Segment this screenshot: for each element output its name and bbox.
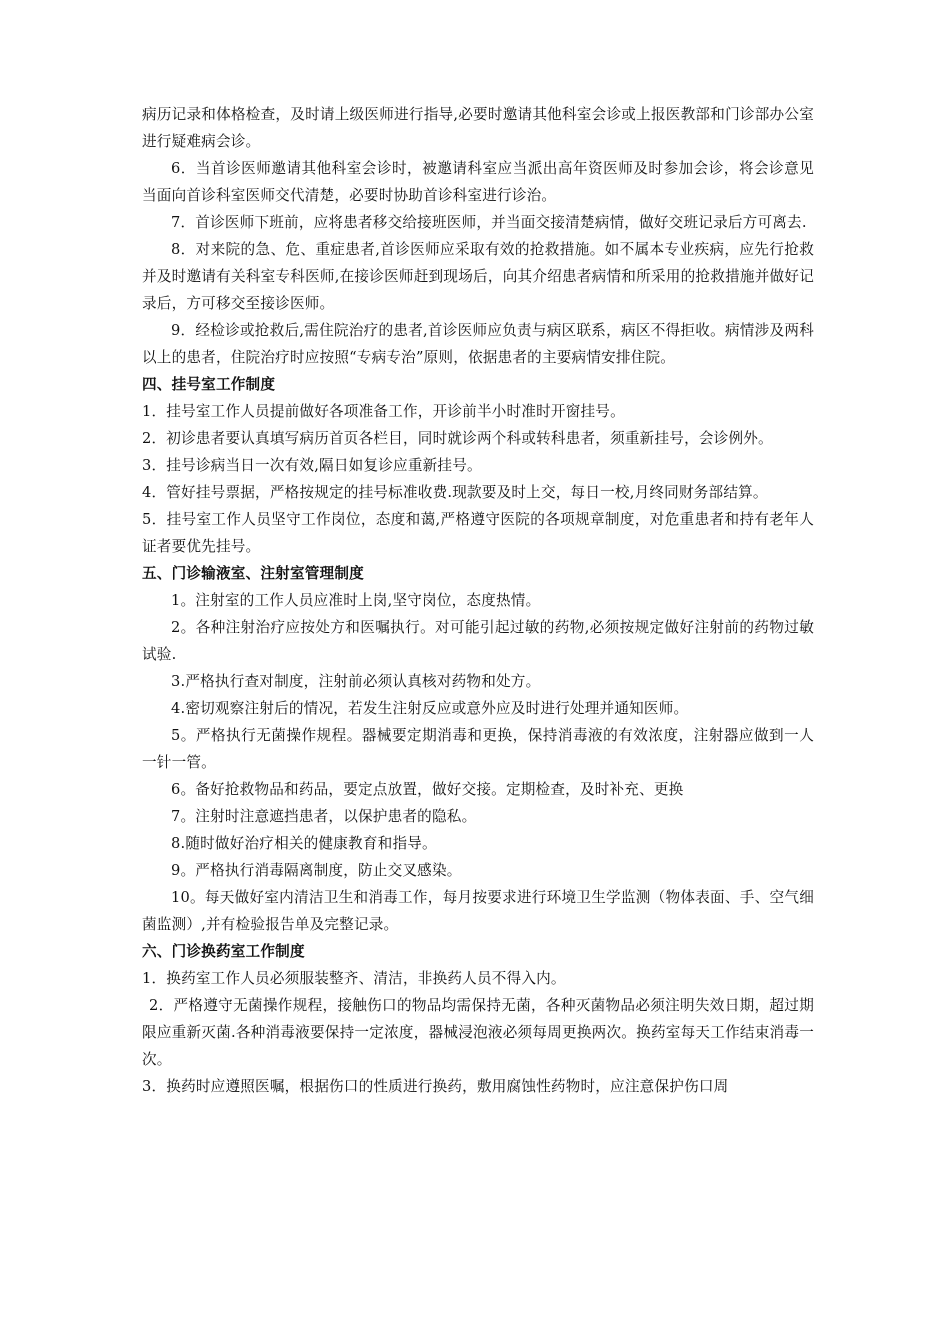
paragraph-item-8: 8．对来院的急、危、重症患者,首诊医师应采取有效的抢救措施。如不属本专业疾病，应先行抢救并及时邀请有关科室专科医师,在接诊医师赶到现场后，向其介绍患者病情和所采用的抢救措施并做好记录后，方可移交至接诊医师。 [142,241,814,312]
infusion-rule-8: 8.随时做好治疗相关的健康教育和指导。 [171,835,437,852]
infusion-rule-9: 9。严格执行消毒隔离制度，防止交叉感染。 [171,862,462,879]
infusion-rule-10: 10。每天做好室内清洁卫生和消毒工作，每月按要求进行环境卫生学监测（物体表面、手、空气细菌监测）,并有检验报告单及完整记录。 [142,889,814,933]
dressing-rule-1: 1．换药室工作人员必须服装整齐、清洁，非换药人员不得入内。 [142,970,566,987]
paragraph-item-7: 7．首诊医师下班前，应将患者移交给接班医师，并当面交接清楚病情，做好交班记录后方可离去. [171,214,807,231]
registration-rule-2: 2．初诊患者要认真填写病历首页各栏目，同时就诊两个科或转科患者，须重新挂号，会诊例外。 [142,430,773,447]
registration-rule-1: 1．挂号室工作人员提前做好各项准备工作，开诊前半小时准时开窗挂号。 [142,403,625,420]
registration-rule-5: 5．挂号室工作人员坚守工作岗位，态度和蔼,严格遵守医院的各项规章制度，对危重患者和持有老年人证者要优先挂号。 [142,511,814,555]
section-heading-infusion: 五、门诊输液室、注射室管理制度 [142,565,364,582]
section-heading-dressing: 六、门诊换药室工作制度 [142,943,305,960]
document-body [142,101,814,1100]
infusion-rule-4: 4.密切观察注射后的情况，若发生注射反应或意外应及时进行处理并通知医师。 [171,700,689,717]
infusion-rule-2: 2。各种注射治疗应按处方和医嘱执行。对可能引起过敏的药物,必须按规定做好注射前的药物过敏试验. [142,619,814,663]
infusion-rule-1: 1。注射室的工作人员应准时上岗,坚守岗位，态度热情。 [171,592,541,609]
infusion-rule-3: 3.严格执行查对制度，注射前必须认真核对药物和处方。 [171,673,541,690]
paragraph-item-9: 9．经检诊或抢救后,需住院治疗的患者,首诊医师应负责与病区联系，病区不得拒收。病情涉及两科以上的患者，住院治疗时应按照“专病专治”原则，依据患者的主要病情安排住院。 [142,322,814,366]
paragraph-item-6: 6．当首诊医师邀请其他科室会诊时，被邀请科室应当派出高年资医师及时参加会诊，将会诊意见当面向首诊科室医师交代清楚，必要时协助首诊科室进行诊治。 [142,160,814,204]
dressing-rule-2: 2．严格遵守无菌操作规程，接触伤口的物品均需保持无菌，各种灭菌物品必须注明失效日期，超过期限应重新灭菌.各种消毒液要保持一定浓度，器械浸泡液必须每周更换两次。换药室每天工作结束消毒一次。 [142,997,814,1068]
registration-rule-3: 3．挂号诊病当日一次有效,隔日如复诊应重新挂号。 [142,457,482,474]
paragraph-continuation: 病历记录和体格检查，及时请上级医师进行指导,必要时邀请其他科室会诊或上报医教部和门诊部办公室进行疑难病会诊。 [142,106,814,150]
section-heading-registration: 四、挂号室工作制度 [142,376,276,393]
registration-rule-4: 4．管好挂号票据，严格按规定的挂号标准收费.现款要及时上交，每日一校,月终同财务部结算。 [142,484,768,501]
infusion-rule-6: 6。备好抢救物品和药品，要定点放置，做好交接。定期检查，及时补充、更换 [171,781,684,798]
infusion-rule-5: 5。严格执行无菌操作规程。器械要定期消毒和更换，保持消毒液的有效浓度，注射器应做到一人一针一管。 [142,727,814,771]
dressing-rule-3: 3．换药时应遵照医嘱，根据伤口的性质进行换药，敷用腐蚀性药物时，应注意保护伤口周 [142,1078,729,1095]
infusion-rule-7: 7。注射时注意遮挡患者，以保护患者的隐私。 [171,808,477,825]
